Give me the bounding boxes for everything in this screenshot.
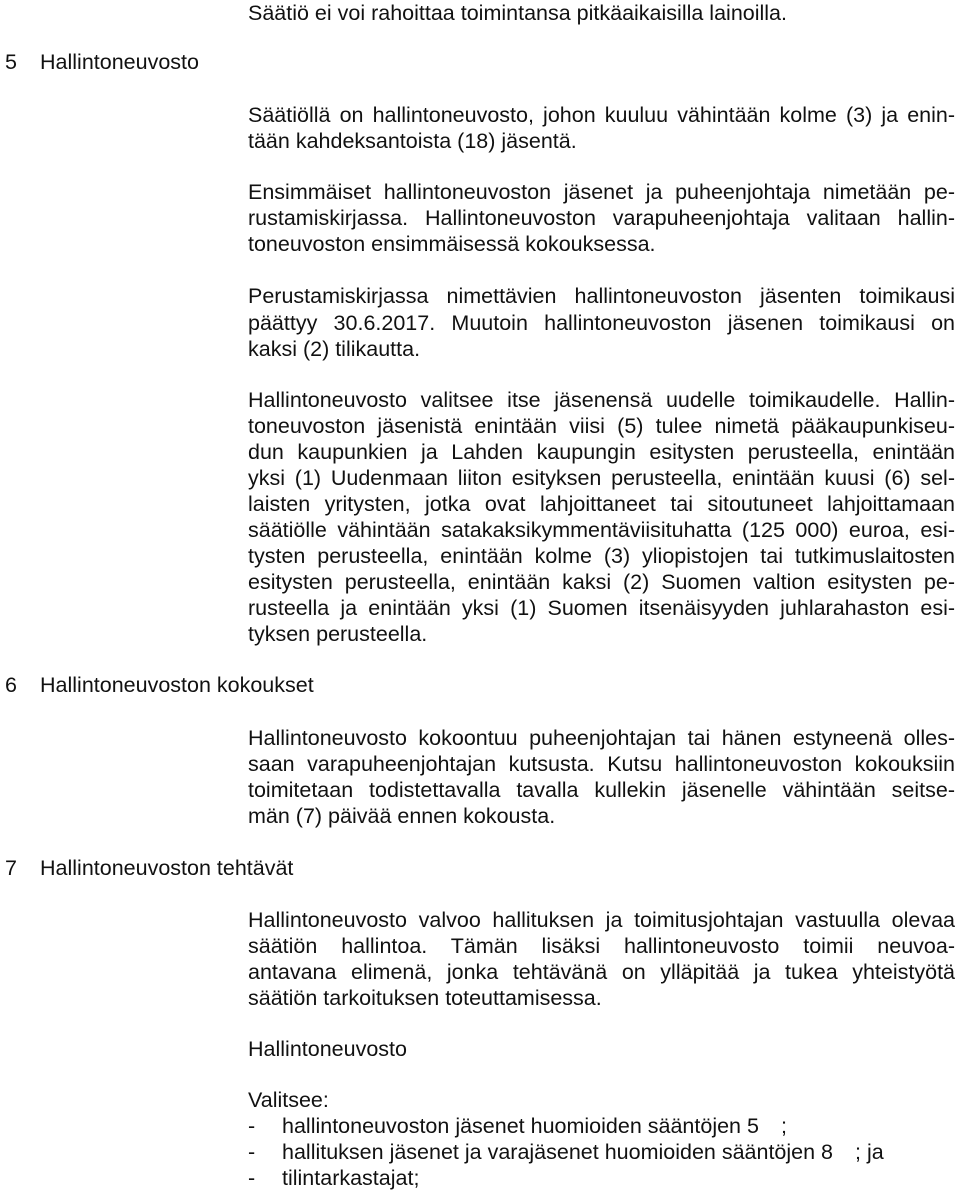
list-item-main: tilintarkastajat;	[282, 1166, 420, 1190]
body-text-line: toneuvoston jäsenistä enintään viisi (5) tulee nimetä pääkaupunkiseu-	[248, 414, 955, 438]
body-text-line: esitysten perusteella, enintään kaksi (2) Suomen valtion esitysten pe-	[248, 570, 955, 594]
body-text-line: Hallintoneuvosto valitsee itse jäsenensä uudelle toimikaudelle. Hallin-	[248, 388, 955, 412]
body-text-line: säätiölle vähintään satakaksikymmentäviisituhatta (125 000) euroa, esi-	[248, 518, 955, 542]
list-item-text	[282, 1113, 787, 1139]
body-text-line: säätiön tarkoituksen toteuttamisessa.	[248, 986, 602, 1010]
body-text-line: tyksen perusteella.	[248, 622, 428, 646]
section-title: Hallintoneuvosto	[40, 50, 199, 74]
section-title: Hallintoneuvoston tehtävät	[40, 856, 294, 880]
section-number: 7	[5, 856, 17, 880]
body-text-line: antavana elimenä, jonka tehtävänä on ylläpitää ja tukea yhteistyötä	[248, 960, 955, 984]
body-text-line: Säätiö ei voi rahoittaa toimintansa pitkäaikaisilla lainoilla.	[248, 1, 787, 25]
body-text-line: Hallintoneuvosto	[248, 1037, 407, 1061]
body-text-line: Hallintoneuvosto valvoo hallituksen ja toimitusjohtajan vastuulla olevaa	[248, 908, 955, 932]
body-text-line: toneuvoston ensimmäisessä kokouksessa.	[248, 232, 656, 256]
body-text-line: Ensimmäiset hallintoneuvoston jäsenet ja puheenjohtaja nimetään pe-	[248, 180, 955, 204]
body-text-line: rusteella ja enintään yksi (1) Suomen itsenäisyyden juhlarahaston esi-	[248, 596, 955, 620]
section-number: 5	[5, 50, 17, 74]
list-label: Valitsee:	[248, 1088, 329, 1112]
section-number: 6	[5, 673, 17, 697]
body-text-line: Perustamiskirjassa nimettävien hallintoneuvoston jäsenten toimikausi	[248, 284, 955, 308]
body-text-line: kaksi (2) tilikautta.	[248, 337, 421, 361]
section-title: Hallintoneuvoston kokoukset	[40, 673, 314, 697]
list-bullet: -	[248, 1140, 256, 1164]
body-text-line: päättyy 30.6.2017. Muutoin hallintoneuvoston jäsenen toimikausi on	[248, 311, 955, 335]
body-text-line: toimitetaan todistettavalla tavalla kullekin jäsenelle vähintään seitse-	[248, 778, 955, 802]
list-bullet: -	[248, 1114, 256, 1138]
list-item-text	[282, 1139, 884, 1165]
list-item-suffix: ;	[780, 1114, 787, 1138]
body-text-line: yksi (1) Uudenmaan liiton esityksen perusteella, enintään kuusi (6) sel-	[248, 466, 955, 490]
body-text-line: tysten perusteella, enintään kolme (3) yliopistojen tai tutkimuslaitosten	[248, 544, 955, 568]
list-item-main: hallintoneuvoston jäsenet huomioiden sääntöjen 5	[282, 1114, 759, 1138]
list-item-suffix: ; ja	[855, 1140, 884, 1164]
body-text-line: män (7) päivää ennen kokousta.	[248, 804, 556, 828]
body-text-line: laisten yritysten, jotka ovat lahjoittaneet tai sitoutuneet lahjoittamaan	[248, 492, 955, 516]
body-text-line: säätiön hallintoa. Tämän lisäksi hallintoneuvosto toimii neuvoa-	[248, 934, 955, 958]
body-text-line: dun kaupunkien ja Lahden kaupungin esitysten perusteella, enintään	[248, 440, 955, 464]
list-item-text	[282, 1165, 419, 1191]
body-text-line: tään kahdeksantoista (18) jäsentä.	[248, 129, 577, 153]
list-item-main: hallituksen jäsenet ja varajäsenet huomioiden sääntöjen 8	[282, 1140, 834, 1164]
body-text-line: rustamiskirjassa. Hallintoneuvoston varapuheenjohtaja valitaan hallin-	[248, 206, 955, 230]
body-text-line: Hallintoneuvosto kokoontuu puheenjohtajan tai hänen estyneenä olles-	[248, 726, 955, 750]
body-text-line: saan varapuheenjohtajan kutsusta. Kutsu hallintoneuvoston kokouksiin	[248, 752, 955, 776]
list-bullet: -	[248, 1166, 256, 1190]
body-text-line: Säätiöllä on hallintoneuvosto, johon kuuluu vähintään kolme (3) ja enin-	[248, 103, 955, 127]
